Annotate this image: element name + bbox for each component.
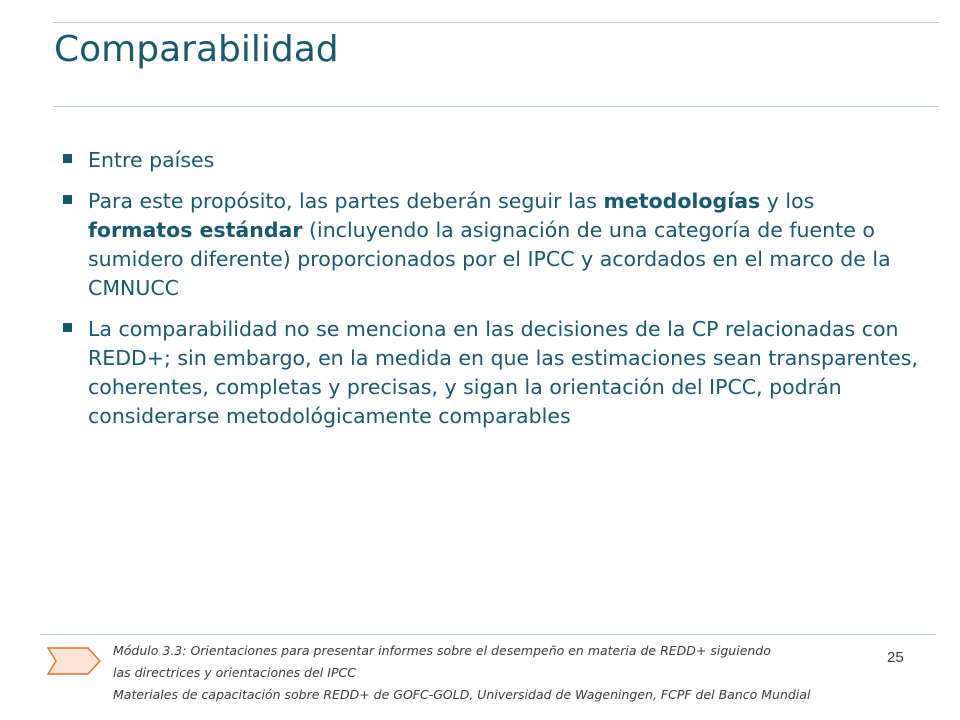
footer-caption (113, 640, 903, 706)
title-divider (53, 106, 939, 107)
page-number: 25 (887, 649, 904, 666)
bullet-text: La comparabilidad no se menciona en las decisiones de la CP relacionadas con REDD+; sin embargo, en la medida en que las estimaciones sean transparentes, coherentes, completas y precisas, y sigan la orientación del IPCC, podrán considerarse metodológicamente comparables (88, 317, 918, 428)
bullet-emphasis: formatos estándar (88, 218, 303, 242)
footer-line: las directrices y orientaciones del IPCC (113, 665, 356, 680)
bullet-emphasis: metodologías (603, 189, 761, 213)
footer-line: Módulo 3.3: Orientaciones para presentar informes sobre el desempeño en materia de REDD+ siguiendo (113, 643, 771, 658)
top-divider (53, 22, 939, 23)
arrow-pentagon-icon (47, 647, 101, 675)
bullet-text: y los (760, 189, 815, 213)
square-bullet-icon (63, 154, 72, 163)
bullet-item (60, 187, 920, 303)
square-bullet-icon (63, 195, 72, 204)
bullet-list (60, 146, 920, 431)
square-bullet-icon (63, 323, 72, 332)
footer-divider (40, 634, 936, 635)
bullet-item (60, 315, 920, 431)
footer-line: Materiales de capacitación sobre REDD+ de GOFC-GOLD, Universidad de Wageningen, FCPF del Banco Mundial (113, 687, 811, 702)
bullet-text: Para este propósito, las partes deberán seguir las (88, 189, 604, 213)
slide-title: Comparabilidad (54, 29, 339, 70)
bullet-text: Entre países (88, 148, 215, 172)
bullet-text: (incluyendo la asignación de una categoría de fuente o sumidero diferente) proporcionados por el IPCC y acordados en el marco de la CMNUCC (88, 218, 891, 300)
bullet-item (60, 146, 920, 175)
